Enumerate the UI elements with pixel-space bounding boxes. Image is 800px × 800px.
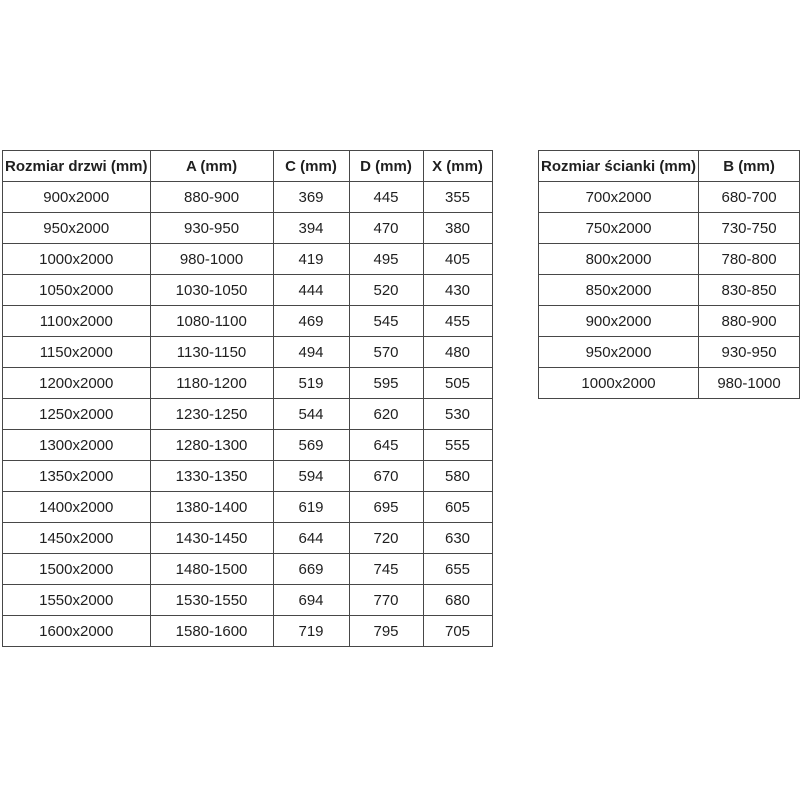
- table-cell: 1050x2000: [3, 275, 151, 306]
- table-cell: 930-950: [150, 213, 273, 244]
- table-cell: 530: [423, 399, 492, 430]
- table-cell: 1200x2000: [3, 368, 151, 399]
- table-row: [3, 213, 493, 244]
- table-cell: 455: [423, 306, 492, 337]
- table-cell: 1530-1550: [150, 585, 273, 616]
- table-row: [3, 182, 493, 213]
- table-cell: 700x2000: [539, 182, 699, 213]
- table-row: [3, 616, 493, 647]
- table-cell: 444: [273, 275, 349, 306]
- table-row: [3, 337, 493, 368]
- table-cell: 730-750: [699, 213, 800, 244]
- table-row: [3, 244, 493, 275]
- table-cell: 570: [349, 337, 423, 368]
- column-header: Rozmiar drzwi (mm): [3, 151, 151, 182]
- table-cell: 719: [273, 616, 349, 647]
- column-header: A (mm): [150, 151, 273, 182]
- wall-size-table: [538, 150, 800, 399]
- table-row: [3, 554, 493, 585]
- table-cell: 445: [349, 182, 423, 213]
- table-cell: 569: [273, 430, 349, 461]
- table-cell: 1150x2000: [3, 337, 151, 368]
- table-cell: 494: [273, 337, 349, 368]
- table-cell: 594: [273, 461, 349, 492]
- table-cell: 900x2000: [3, 182, 151, 213]
- table-cell: 369: [273, 182, 349, 213]
- table-cell: 1180-1200: [150, 368, 273, 399]
- table-row: [539, 213, 800, 244]
- table-row: [3, 368, 493, 399]
- table-cell: 1600x2000: [3, 616, 151, 647]
- table-row: [3, 585, 493, 616]
- table-cell: 380: [423, 213, 492, 244]
- table-row: [539, 275, 800, 306]
- table-cell: 1080-1100: [150, 306, 273, 337]
- table-cell: 795: [349, 616, 423, 647]
- table-cell: 1400x2000: [3, 492, 151, 523]
- table-cell: 480: [423, 337, 492, 368]
- table-row: [3, 430, 493, 461]
- table-cell: 770: [349, 585, 423, 616]
- table-cell: 980-1000: [699, 368, 800, 399]
- table-cell: 605: [423, 492, 492, 523]
- table-cell: 880-900: [699, 306, 800, 337]
- table-cell: 670: [349, 461, 423, 492]
- table-cell: 469: [273, 306, 349, 337]
- table-row: [539, 368, 800, 399]
- table-cell: 505: [423, 368, 492, 399]
- table-cell: 655: [423, 554, 492, 585]
- table-cell: 645: [349, 430, 423, 461]
- table-cell: 850x2000: [539, 275, 699, 306]
- header-row: [539, 151, 800, 182]
- table-cell: 1300x2000: [3, 430, 151, 461]
- table-row: [539, 182, 800, 213]
- column-header: D (mm): [349, 151, 423, 182]
- table-cell: 1280-1300: [150, 430, 273, 461]
- column-header: C (mm): [273, 151, 349, 182]
- table-cell: 1230-1250: [150, 399, 273, 430]
- column-header: X (mm): [423, 151, 492, 182]
- table-cell: 430: [423, 275, 492, 306]
- table-cell: 1000x2000: [3, 244, 151, 275]
- table-cell: 355: [423, 182, 492, 213]
- table-cell: 470: [349, 213, 423, 244]
- table-cell: 555: [423, 430, 492, 461]
- table-cell: 750x2000: [539, 213, 699, 244]
- table-row: [539, 337, 800, 368]
- table-cell: 950x2000: [539, 337, 699, 368]
- table-cell: 830-850: [699, 275, 800, 306]
- table-cell: 980-1000: [150, 244, 273, 275]
- table-cell: 644: [273, 523, 349, 554]
- table-cell: 405: [423, 244, 492, 275]
- table-row: [3, 306, 493, 337]
- table-cell: 1100x2000: [3, 306, 151, 337]
- table-cell: 1550x2000: [3, 585, 151, 616]
- table-cell: 680-700: [699, 182, 800, 213]
- table-cell: 630: [423, 523, 492, 554]
- table-cell: 1500x2000: [3, 554, 151, 585]
- table-cell: 1030-1050: [150, 275, 273, 306]
- table-cell: 930-950: [699, 337, 800, 368]
- table-cell: 619: [273, 492, 349, 523]
- table-cell: 1480-1500: [150, 554, 273, 585]
- table-row: [3, 399, 493, 430]
- table-cell: 394: [273, 213, 349, 244]
- table-cell: 519: [273, 368, 349, 399]
- table-cell: 1000x2000: [539, 368, 699, 399]
- table-row: [539, 244, 800, 275]
- table-cell: 595: [349, 368, 423, 399]
- table-row: [3, 523, 493, 554]
- table-cell: 720: [349, 523, 423, 554]
- table-cell: 1250x2000: [3, 399, 151, 430]
- table-cell: 705: [423, 616, 492, 647]
- table-cell: 950x2000: [3, 213, 151, 244]
- table-cell: 544: [273, 399, 349, 430]
- table-row: [3, 492, 493, 523]
- table-cell: 1580-1600: [150, 616, 273, 647]
- table-cell: 900x2000: [539, 306, 699, 337]
- table-cell: 695: [349, 492, 423, 523]
- table-cell: 800x2000: [539, 244, 699, 275]
- table-cell: 669: [273, 554, 349, 585]
- column-header: Rozmiar ścianki (mm): [539, 151, 699, 182]
- table-cell: 745: [349, 554, 423, 585]
- table-cell: 545: [349, 306, 423, 337]
- table-cell: 1130-1150: [150, 337, 273, 368]
- table-cell: 780-800: [699, 244, 800, 275]
- door-size-table: [2, 150, 493, 647]
- table-cell: 1450x2000: [3, 523, 151, 554]
- table-cell: 620: [349, 399, 423, 430]
- table-row: [539, 306, 800, 337]
- table-cell: 680: [423, 585, 492, 616]
- table-cell: 419: [273, 244, 349, 275]
- table-cell: 880-900: [150, 182, 273, 213]
- table-cell: 1430-1450: [150, 523, 273, 554]
- table-cell: 1380-1400: [150, 492, 273, 523]
- table-row: [3, 461, 493, 492]
- table-cell: 694: [273, 585, 349, 616]
- table-cell: 1330-1350: [150, 461, 273, 492]
- header-row: [3, 151, 493, 182]
- table-cell: 580: [423, 461, 492, 492]
- table-row: [3, 275, 493, 306]
- table-cell: 495: [349, 244, 423, 275]
- table-cell: 520: [349, 275, 423, 306]
- column-header: B (mm): [699, 151, 800, 182]
- table-cell: 1350x2000: [3, 461, 151, 492]
